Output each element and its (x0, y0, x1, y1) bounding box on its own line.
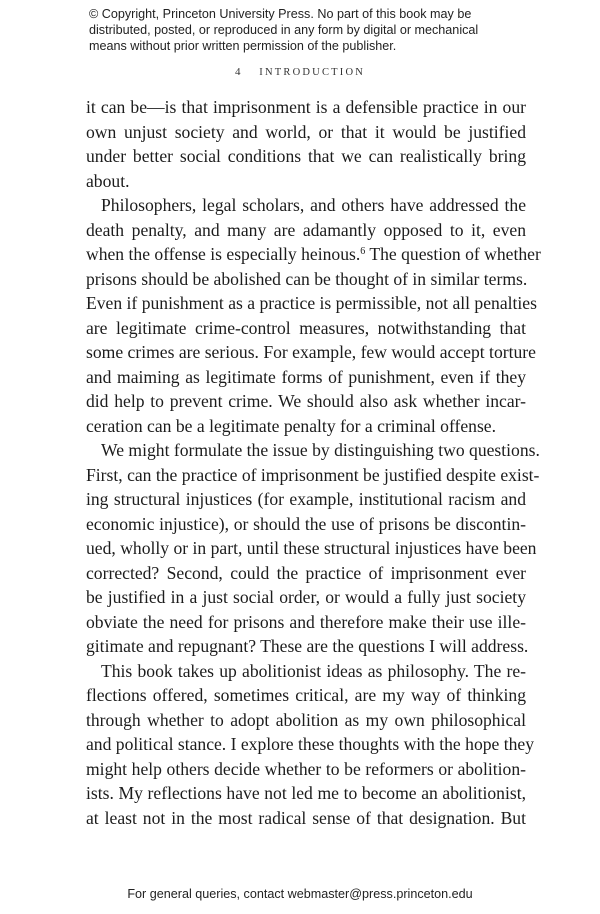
text-line: corrected? Second, could the practice of imprisonment ever (86, 562, 526, 583)
text-line: death penalty, and many are adamantly opposed to it, even (86, 219, 526, 240)
page-number: 4 (234, 66, 241, 78)
text-line-with-footnote (86, 242, 541, 267)
section-title: INTRODUCTION (259, 67, 366, 78)
copyright-line: means without prior written permission of the publisher. (89, 39, 397, 53)
paragraph (86, 193, 541, 438)
text-line: are legitimate crime-control measures, notwithstanding that (86, 317, 526, 338)
text-line: some crimes are serious. For example, few would accept torture (86, 342, 536, 362)
text-line: flections offered, sometimes critical, are my way of thinking (86, 685, 526, 705)
footnote-reference[interactable]: 6 (360, 246, 366, 257)
text-line: ists. My reflections have not led me to become an abolitionist, (86, 783, 526, 803)
text-line: This book takes up abolitionist ideas as philosophy. The re- (101, 660, 526, 681)
text-line: about. (86, 170, 130, 191)
text-line: and maiming as legitimate forms of punishment, even if they (86, 366, 526, 387)
text-line: be justified in a just social order, or would a fully just society (86, 587, 526, 607)
paragraph (86, 438, 540, 659)
text-line: did help to prevent crime. We should also ask whether incar- (86, 391, 526, 411)
text-line: at least not in the most radical sense of that designation. But (86, 807, 526, 828)
text-line: through whether to adopt abolition as my own philosophical (86, 709, 526, 730)
text-line: First, can the practice of imprisonment be justified despite exist- (86, 464, 540, 485)
text-line: gitimate and repugnant? These are the questions I will address. (86, 636, 529, 656)
text-line: We might formulate the issue by distinguishing two questions. (101, 440, 540, 460)
text-line: ing structural injustices (for example, institutional racism and (86, 489, 526, 509)
text-line: might help others decide whether to be reformers or abolition- (86, 758, 526, 779)
text-line: it can be—is that imprisonment is a defensible practice in our (86, 97, 526, 117)
text-line: obviate the need for prisons and therefore make their use ille- (86, 611, 526, 632)
text-line: ceration can be a legitimate penalty for a criminal offense. (86, 415, 497, 436)
copyright-notice (89, 6, 529, 54)
text-line: prisons should be abolished can be thought of in similar terms. (86, 268, 528, 289)
text-line: ued, wholly or in part, until these structural injustices have been (86, 538, 537, 558)
copyright-line: distributed, posted, or reproduced in any form by digital or mechanical (89, 23, 479, 37)
text-line: Even if punishment as a practice is permissible, not all penalties (86, 293, 537, 313)
running-head (0, 66, 600, 78)
text-line: under better social conditions that we can realistically bring (86, 146, 526, 166)
footer-contact: For general queries, contact webmaster@press.princeton.edu (127, 887, 473, 901)
text-line: own unjust society and world, or that it would be justified (86, 121, 526, 142)
text-line: and political stance. I explore these thoughts with the hope they (86, 734, 535, 754)
paragraph (86, 95, 526, 193)
paragraph (86, 659, 535, 831)
text-segment: The question of whether (369, 244, 541, 264)
copyright-line: © Copyright, Princeton University Press. No part of this book may be (89, 7, 472, 21)
text-line: Philosophers, legal scholars, and others have addressed the (101, 195, 526, 215)
text-segment: when the offense is especially heinous. (86, 244, 361, 264)
text-line: economic injustice), or should the use of prisons be discontin- (86, 513, 526, 534)
body-text (86, 95, 541, 830)
